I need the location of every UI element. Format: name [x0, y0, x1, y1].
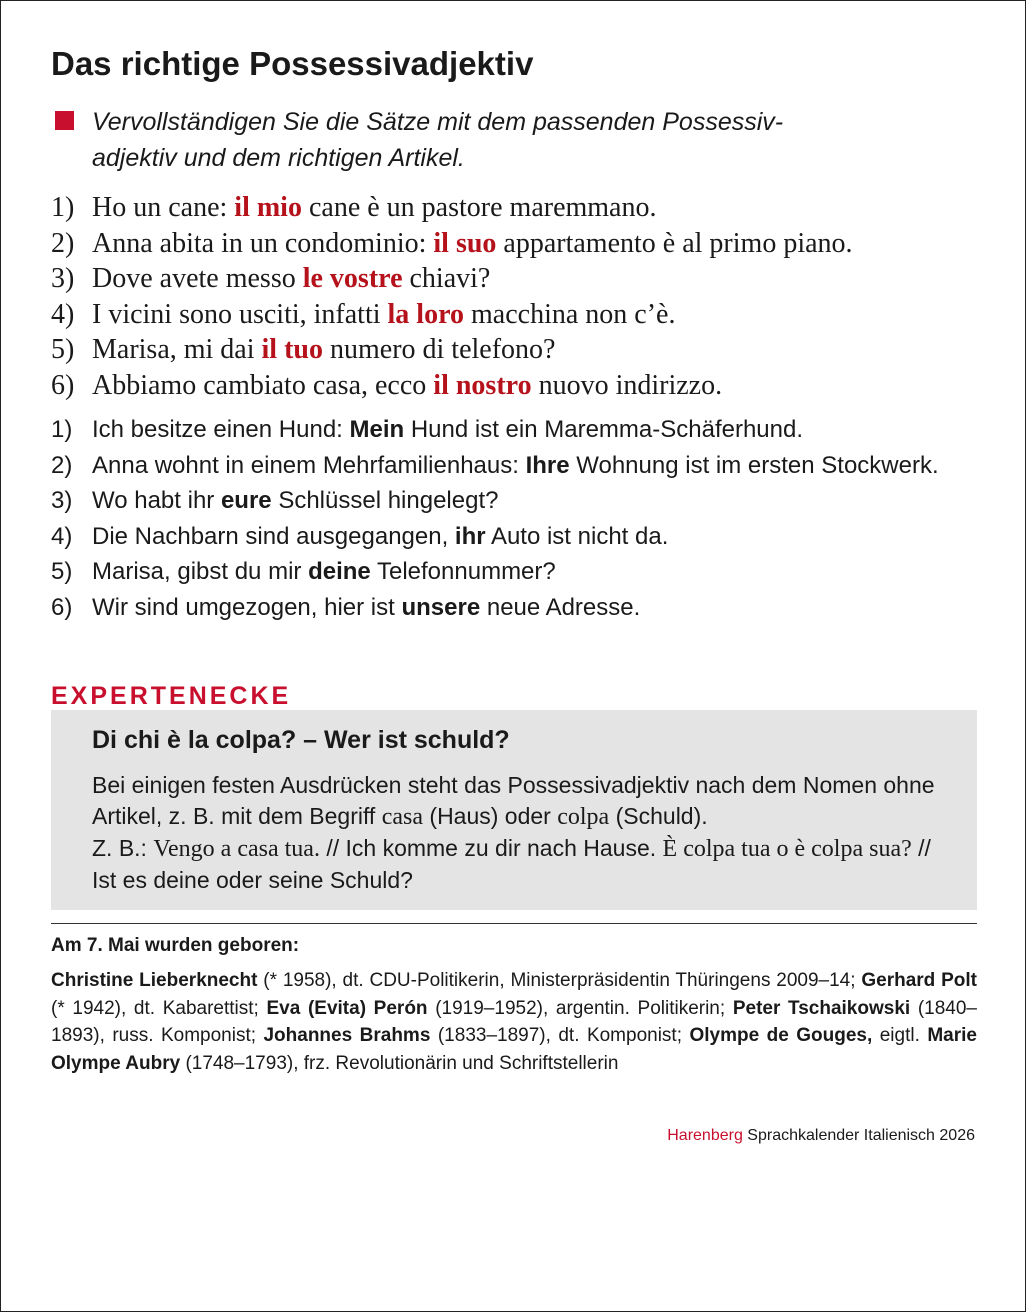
italian-sentence: [51, 190, 853, 226]
sentence-end: numero di telefono?: [323, 334, 556, 365]
person-info: (* 1942), dt. Kabarettist;: [51, 997, 267, 1019]
possessive: ihr: [454, 522, 486, 550]
sentence-start: Ich besitze einen Hund:: [92, 416, 350, 443]
possessive: Ihre: [525, 451, 570, 479]
italian-word: casa: [381, 804, 424, 830]
birthdays-text: [51, 967, 977, 1077]
person-name: Peter Tschaikowski: [732, 997, 911, 1019]
footer: [667, 1127, 975, 1145]
sentence-start: Abbiamo cambiato casa, ecco: [92, 369, 434, 401]
german-translations: [51, 412, 971, 625]
person-name: Eva (Evita) Perón: [266, 997, 428, 1019]
italian-sentence: [51, 261, 853, 297]
sentence-end: cane è un pastore maremmano.: [301, 192, 657, 223]
person-name: Gerhard Polt: [861, 970, 977, 991]
expert-heading: Di chi è la colpa? – Wer ist schuld?: [92, 726, 510, 754]
sentence-end: Wohnung ist im ersten Stockwerk.: [569, 451, 939, 479]
person-info: (1919–1952), argentin. Politikerin;: [427, 997, 733, 1019]
possessive: Mein: [349, 416, 405, 443]
sentence-start: Die Nachbarn sind ausgegangen,: [92, 522, 455, 550]
red-square-icon: [55, 111, 74, 130]
brand-name: Harenberg: [667, 1127, 743, 1144]
person-name: Christine Lieberknecht: [51, 970, 258, 991]
person-name: Johannes Brahms: [263, 1025, 431, 1046]
sentence-end: Schlüssel hingelegt?: [271, 487, 499, 514]
answer: il tuo: [261, 334, 323, 365]
person-info: (1833–1897), dt. Komponist;: [430, 1025, 690, 1046]
sentence-end: macchina non c’è.: [464, 298, 676, 330]
page-title: Das richtige Possessivadjektiv: [51, 45, 534, 82]
divider: [51, 923, 977, 924]
item-number: 6): [51, 369, 75, 401]
item-number: 3): [51, 263, 75, 294]
german-sentence: [51, 554, 971, 590]
answer: la loro: [387, 298, 465, 330]
item-number: 5): [51, 558, 73, 585]
person-info: (1840–1893), russ. Komponist;: [51, 997, 977, 1046]
sentence-start: Wo habt ihr: [92, 487, 221, 514]
possessive: eure: [220, 487, 272, 514]
instruction-text: [92, 104, 931, 176]
italian-sentence: [51, 226, 853, 262]
german-sentence: [51, 590, 971, 626]
german-sentence: [51, 483, 971, 519]
sentence-start: Ho un cane:: [92, 192, 235, 223]
item-number: 1): [51, 192, 75, 223]
person-info: (1748–1793), frz. Revolutionärin und Schriftstellerin: [180, 1052, 619, 1074]
person-name: Marie Olympe Aubry: [51, 1025, 977, 1074]
german-sentence: [51, 412, 971, 448]
answer: il nostro: [433, 369, 532, 401]
expert-text-part: (Schuld).: [609, 803, 708, 829]
item-number: 6): [51, 593, 73, 621]
italian-sentences: [51, 190, 853, 403]
item-number: 2): [51, 227, 75, 259]
item-number: 2): [51, 451, 73, 479]
sentence-start: I vicini sono usciti, infatti: [92, 298, 388, 330]
expert-text-part: // Ist es deine oder seine Schuld?: [92, 835, 931, 893]
item-number: 4): [51, 522, 73, 550]
expert-corner-box: [51, 710, 977, 910]
italian-word: colpa: [557, 804, 610, 830]
german-sentence: [51, 448, 971, 484]
sentence-end: Hund ist ein Maremma-Schäferhund.: [404, 416, 804, 443]
italian-sentence: [51, 332, 853, 368]
expert-text-part: Bei einigen festen Ausdrücken steht das Possessivadjektiv nach dem Nomen ohne Artikel, z. B. mit dem Begriff: [92, 772, 935, 829]
sentence-start: Anna abita in un condominio:: [92, 227, 434, 259]
item-number: 1): [51, 416, 73, 443]
expert-corner-label: EXPERTENECKE: [51, 682, 292, 710]
sentence-end: neue Adresse.: [480, 593, 641, 621]
sentence-start: Anna wohnt in einem Mehrfamilienhaus:: [92, 451, 526, 479]
sentence-end: chiavi?: [402, 263, 491, 294]
expert-text-part: (Haus) oder: [423, 803, 558, 829]
item-number: 4): [51, 298, 75, 330]
answer: il mio: [234, 192, 302, 223]
sentence-end: Auto ist nicht da.: [485, 522, 669, 550]
italian-sentence: [51, 368, 853, 404]
italian-example: È colpa tua o è colpa sua?: [662, 836, 912, 862]
italian-example: Vengo a casa tua.: [153, 836, 320, 862]
italian-sentence: [51, 297, 853, 333]
sentence-start: Dove avete messo: [92, 263, 303, 294]
expert-text-part: // Ich komme zu dir nach Hause.: [319, 835, 663, 861]
sentence-start: Marisa, mi dai: [92, 334, 262, 365]
answer: il suo: [433, 227, 497, 259]
item-number: 3): [51, 487, 73, 514]
possessive: deine: [308, 558, 371, 585]
birthdays-title: Am 7. Mai wurden geboren:: [51, 935, 300, 956]
german-sentence: [51, 519, 971, 555]
person-info: eigtl.: [872, 1025, 928, 1046]
answer: le vostre: [302, 263, 403, 294]
sentence-end: nuovo indirizzo.: [531, 369, 723, 401]
instruction-line-1: Vervollständigen Sie die Sätze mit dem passenden Possessiv-: [92, 108, 784, 136]
item-number: 5): [51, 334, 75, 365]
expert-text: [92, 770, 952, 896]
person-name: Olympe de Gouges,: [689, 1025, 873, 1046]
instruction-line-2: adjektiv und dem richtigen Artikel.: [92, 144, 465, 172]
expert-text-part: Z. B.:: [92, 835, 154, 861]
footer-title: Sprachkalender Italienisch 2026: [742, 1127, 975, 1144]
sentence-end: Telefonnummer?: [370, 558, 556, 585]
possessive: unsere: [401, 593, 481, 621]
sentence-start: Marisa, gibst du mir: [92, 558, 309, 585]
sentence-start: Wir sind umgezogen, hier ist: [92, 593, 402, 621]
instruction: [51, 104, 931, 176]
person-info: (* 1958), dt. CDU-Politikerin, Ministerpräsidentin Thüringens 2009–14;: [257, 970, 862, 991]
sentence-end: appartamento è al primo piano.: [496, 227, 853, 259]
